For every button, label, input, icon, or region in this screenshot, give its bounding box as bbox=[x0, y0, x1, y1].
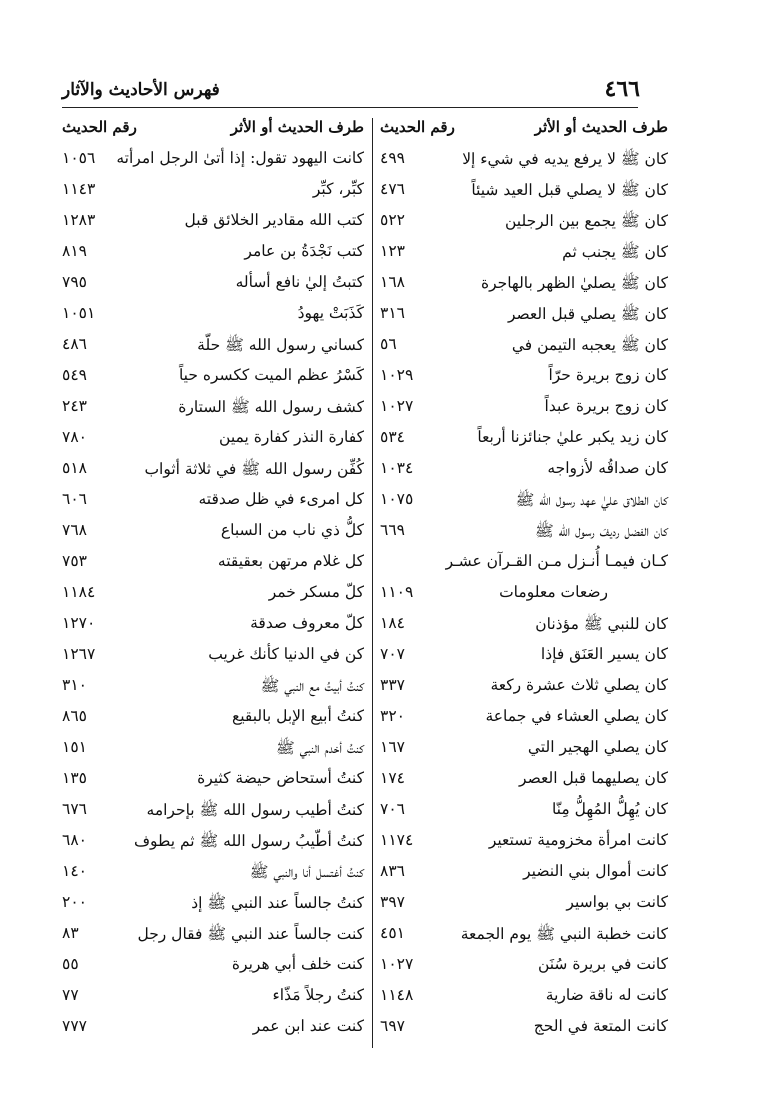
index-entry bbox=[62, 456, 364, 487]
entry-text: كان صداقُه لأزواجه bbox=[547, 459, 668, 477]
entry-number: ١٠٥١ bbox=[62, 304, 96, 322]
index-entry bbox=[368, 146, 668, 177]
entry-number: ٨٣٦ bbox=[380, 862, 405, 880]
index-entry bbox=[368, 828, 668, 859]
index-entry bbox=[368, 890, 668, 921]
entry-number: ٢٠٠ bbox=[62, 893, 87, 911]
index-entry bbox=[62, 363, 364, 394]
entry-text: كان يصلي ثلاث عشرة ركعة bbox=[490, 676, 668, 694]
index-entry bbox=[62, 301, 364, 332]
index-entry bbox=[62, 425, 364, 456]
entry-number: ٧٠٦ bbox=[380, 800, 405, 818]
entry-number: ٧٦٨ bbox=[62, 521, 87, 539]
entry-text: كانت اليهود تقول: إذا أتىٰ الرجل امرأته bbox=[116, 149, 364, 167]
entry-number: ٦٩٧ bbox=[380, 1017, 405, 1035]
entry-text: كان الفضل رديفَ رسول الله ﷺ bbox=[534, 522, 668, 540]
header-rule bbox=[62, 107, 638, 108]
entry-number: ١٦٧ bbox=[380, 738, 405, 756]
column-heading bbox=[62, 116, 364, 146]
heading-number: رقم الحديث bbox=[380, 118, 455, 136]
index-entry bbox=[62, 890, 364, 921]
entry-text: كان يصليهما قبل العصر bbox=[519, 769, 668, 787]
entry-number: ١٠٥٦ bbox=[62, 149, 96, 167]
entry-text: كـان فيمـا أُنـزل مـن القـرآن عشـر bbox=[445, 552, 668, 570]
entry-number: ١٠٢٩ bbox=[380, 366, 414, 384]
entry-number: ١٢٣ bbox=[380, 242, 405, 260]
index-entry bbox=[62, 332, 364, 363]
entry-text: كان ﷺ يعجبه التيمن في bbox=[511, 336, 668, 354]
index-entry bbox=[368, 797, 668, 828]
entry-number: ٦٠٦ bbox=[62, 490, 87, 508]
entry-number: ١٠٢٧ bbox=[380, 397, 414, 415]
entry-number: ١١٤٣ bbox=[62, 180, 96, 198]
index-entry bbox=[62, 642, 364, 673]
index-entry bbox=[368, 859, 668, 890]
entry-number: ٢٤٣ bbox=[62, 397, 87, 415]
index-entry bbox=[368, 921, 668, 952]
entry-text: كانت في بريرة سُنَن bbox=[537, 955, 668, 973]
entry-number: ١٢٧٠ bbox=[62, 614, 96, 632]
entry-text: كانت بي بواسير bbox=[566, 893, 668, 911]
entry-number: ٣١٠ bbox=[62, 676, 87, 694]
entry-text: كتب نَجْدَةُ بن عامر bbox=[244, 242, 364, 260]
index-entry bbox=[62, 487, 364, 518]
heading-number: رقم الحديث bbox=[62, 118, 137, 136]
index-entry bbox=[62, 270, 364, 301]
entry-text: كانت امرأة مخزومية تستعير bbox=[488, 831, 668, 849]
entry-text: كن في الدنيا كأنك غريب bbox=[208, 645, 364, 663]
entry-number: ٤٧٦ bbox=[380, 180, 405, 198]
entry-number: ١٢٨٣ bbox=[62, 211, 96, 229]
index-entry bbox=[62, 735, 364, 766]
page-header bbox=[62, 76, 640, 110]
column-heading bbox=[368, 116, 668, 146]
index-entry bbox=[368, 363, 668, 394]
entry-text: كان يسير العَنَق فإذا bbox=[540, 645, 668, 663]
entry-text: كان ﷺ يصلي قبل العصر bbox=[507, 305, 668, 323]
index-entry bbox=[368, 301, 668, 332]
entry-text: كان زيد يكبر عليٰ جنائزنا أربعاً bbox=[477, 428, 668, 446]
entry-text: كنت خلف أبي هريرة bbox=[231, 955, 364, 973]
index-entry bbox=[62, 518, 364, 549]
index-entry bbox=[62, 952, 364, 983]
entry-number: ٤٨٦ bbox=[62, 335, 87, 353]
entry-text: كلُّ ذي ناب من السباع bbox=[220, 521, 364, 539]
entry-number: ٣٢٠ bbox=[380, 707, 405, 725]
entry-text: كنتُ أغتسل أنا والنبي ﷺ bbox=[249, 863, 364, 881]
entry-text: كان الطلاق عليٰ عهد رسول الله ﷺ bbox=[515, 491, 668, 509]
index-entry bbox=[62, 921, 364, 952]
entry-number: ١٣٥ bbox=[62, 769, 87, 787]
index-entry bbox=[62, 673, 364, 704]
entry-text: كان يصلي العشاء في جماعة bbox=[485, 707, 668, 725]
index-entry bbox=[368, 239, 668, 270]
entry-text: كان زوج بريرة عبداً bbox=[544, 397, 668, 415]
entry-text: كنتُ أبيتُ مع النبي ﷺ bbox=[260, 677, 364, 695]
entry-list bbox=[368, 146, 668, 1045]
entry-text: كان ﷺ يجنب ثم bbox=[562, 243, 668, 261]
entry-number: ٥١٨ bbox=[62, 459, 87, 477]
entry-number: ٤٥١ bbox=[380, 924, 405, 942]
entry-number: ٥٥ bbox=[62, 955, 79, 973]
entry-text: كانت له ناقة ضارية bbox=[545, 986, 668, 1004]
entry-text: كان ﷺ يصليٰ الظهر بالهاجرة bbox=[480, 274, 668, 292]
index-entry bbox=[368, 549, 668, 580]
entry-number: ٧٧٧ bbox=[62, 1017, 87, 1035]
index-entry bbox=[62, 611, 364, 642]
entry-text: كنتُ أطّيبُ رسول الله ﷺ ثم يطوف bbox=[133, 832, 364, 850]
entry-text: كانت أموال بني النضير bbox=[523, 862, 668, 880]
index-entry bbox=[62, 208, 364, 239]
index-entry bbox=[368, 270, 668, 301]
entry-number: ١٤٠ bbox=[62, 862, 87, 880]
entry-number: ٦٦٩ bbox=[380, 521, 405, 539]
index-entry bbox=[368, 394, 668, 425]
entry-number: ٥٢٢ bbox=[380, 211, 405, 229]
entry-number: ٣١٦ bbox=[380, 304, 405, 322]
entry-number: ٧٥٣ bbox=[62, 552, 87, 570]
entry-number: ١٧٤ bbox=[380, 769, 405, 787]
index-entry bbox=[62, 239, 364, 270]
entry-text: كنتُ أستحاض حيضة كثيرة bbox=[197, 769, 364, 787]
entry-text: كانت خطبة النبي ﷺ يوم الجمعة bbox=[460, 925, 668, 943]
entry-number: ٨٣ bbox=[62, 924, 79, 942]
entry-number: ٥٤٩ bbox=[62, 366, 87, 384]
entry-text: كبِّر، كبِّر bbox=[312, 180, 364, 198]
index-entry bbox=[368, 332, 668, 363]
left-column bbox=[62, 116, 364, 1045]
entry-number: ١١٧٤ bbox=[380, 831, 414, 849]
entry-number: ١٠٧٥ bbox=[380, 490, 414, 508]
heading-hadith: طرف الحديث أو الأثر bbox=[534, 118, 668, 136]
entry-text: كشف رسول الله ﷺ الستارة bbox=[178, 398, 364, 416]
entry-list bbox=[62, 146, 364, 1045]
entry-text: كتب الله مقادير الخلائق قبل bbox=[184, 211, 364, 229]
entry-number: ١٨٤ bbox=[380, 614, 405, 632]
entry-text: كنتُ أطيب رسول الله ﷺ بإحرامه bbox=[146, 801, 364, 819]
entry-text: كل غلام مرتهن بعقيقته bbox=[217, 552, 364, 570]
index-entry bbox=[368, 487, 668, 518]
entry-text: كُفِّن رسول الله ﷺ في ثلاثة أثواب bbox=[144, 460, 364, 478]
index-entry bbox=[368, 611, 668, 642]
entry-text: رضعات معلومات bbox=[499, 583, 608, 601]
entry-text: كل امرىء في ظل صدقته bbox=[198, 490, 364, 508]
entry-text: كَسْرُ عظم الميت ككسره حياً bbox=[178, 366, 364, 384]
entry-text: كنت جالساً عند النبي ﷺ فقال رجل bbox=[137, 925, 364, 943]
index-entry bbox=[368, 1014, 668, 1045]
entry-number: ١١٠٩ bbox=[380, 583, 414, 601]
entry-number: ٧٩٥ bbox=[62, 273, 87, 291]
entry-number: ٥٦ bbox=[380, 335, 397, 353]
entry-number: ٨٦٥ bbox=[62, 707, 87, 725]
entry-text: كان يُهِلُّ المُهِلُّ مِنّا bbox=[551, 800, 668, 818]
index-entry bbox=[368, 580, 668, 611]
index-entry bbox=[368, 425, 668, 456]
entry-number: ٦٨٠ bbox=[62, 831, 87, 849]
running-title: فهرس الأحاديث والآثار bbox=[62, 80, 220, 100]
entry-text: كان ﷺ لا يصلي قبل العيد شيئاً bbox=[471, 181, 668, 199]
entry-text: كنتُ أبيع الإبل بالبقيع bbox=[231, 707, 364, 725]
index-entry bbox=[62, 549, 364, 580]
entry-text: كلّ معروف صدقة bbox=[250, 614, 364, 632]
entry-text: كنتُ جالساً عند النبي ﷺ إذ bbox=[191, 894, 364, 912]
index-entry bbox=[62, 580, 364, 611]
entry-number: ٧٨٠ bbox=[62, 428, 87, 446]
entry-number: ١١٤٨ bbox=[380, 986, 414, 1004]
entry-number: ٧٠٧ bbox=[380, 645, 405, 663]
entry-text: كساني رسول الله ﷺ حلّة bbox=[197, 336, 364, 354]
entry-text: كفارة النذر كفارة يمين bbox=[219, 428, 364, 446]
page-number: ٤٦٦ bbox=[604, 76, 640, 102]
entry-number: ٥٣٤ bbox=[380, 428, 405, 446]
entry-text: كنتُ أخدم النبي ﷺ bbox=[275, 739, 364, 757]
index-entry bbox=[368, 704, 668, 735]
heading-hadith: طرف الحديث أو الأثر bbox=[230, 118, 364, 136]
entry-number: ٦٧٦ bbox=[62, 800, 87, 818]
right-column bbox=[368, 116, 668, 1045]
entry-number: ٤٩٩ bbox=[380, 149, 405, 167]
entry-number: ١١٨٤ bbox=[62, 583, 96, 601]
index-entry bbox=[368, 642, 668, 673]
index-entry bbox=[62, 1014, 364, 1045]
entry-number: ٣٩٧ bbox=[380, 893, 405, 911]
index-entry bbox=[62, 983, 364, 1014]
entry-text: كان يصلي الهجير التي bbox=[527, 738, 668, 756]
entry-number: ٣٣٧ bbox=[380, 676, 405, 694]
index-entry bbox=[62, 766, 364, 797]
index-entry bbox=[62, 828, 364, 859]
entry-number: ١٠٢٧ bbox=[380, 955, 414, 973]
entry-text: كلّ مسكر خمر bbox=[268, 583, 364, 601]
index-entry bbox=[62, 704, 364, 735]
index-entry bbox=[62, 797, 364, 828]
entry-text: كتبتُ إليٰ نافع أسأله bbox=[235, 273, 364, 291]
entry-text: كَذَبَتْ يهودُ bbox=[297, 304, 364, 322]
index-entry bbox=[62, 146, 364, 177]
entry-number: ١٠٣٤ bbox=[380, 459, 414, 477]
entry-text: كان زوج بريرة حرّاً bbox=[548, 366, 668, 384]
entry-number: ١٢٦٧ bbox=[62, 645, 96, 663]
index-entry bbox=[368, 766, 668, 797]
index-entry bbox=[368, 456, 668, 487]
entry-number: ٨١٩ bbox=[62, 242, 87, 260]
index-entry bbox=[368, 735, 668, 766]
entry-text: كان ﷺ لا يرفع يديه في شيء إلا bbox=[462, 150, 668, 168]
entry-text: كان ﷺ يجمع بين الرجلين bbox=[504, 212, 668, 230]
index-entry bbox=[368, 208, 668, 239]
index-entry bbox=[368, 177, 668, 208]
index-entry bbox=[368, 518, 668, 549]
entry-number: ١٦٨ bbox=[380, 273, 405, 291]
index-entry bbox=[368, 952, 668, 983]
entry-text: كنت عند ابن عمر bbox=[252, 1017, 364, 1035]
index-entry bbox=[368, 983, 668, 1014]
index-entry bbox=[62, 394, 364, 425]
index-entry bbox=[368, 673, 668, 704]
index-entry bbox=[62, 177, 364, 208]
entry-number: ٧٧ bbox=[62, 986, 79, 1004]
index-entry bbox=[62, 859, 364, 890]
entry-text: كان للنبي ﷺ مؤذنان bbox=[535, 615, 668, 633]
entry-text: كنتُ رجلاً مَذّاء bbox=[272, 986, 364, 1004]
entry-number: ١٥١ bbox=[62, 738, 87, 756]
entry-text: كانت المتعة في الحج bbox=[533, 1017, 668, 1035]
